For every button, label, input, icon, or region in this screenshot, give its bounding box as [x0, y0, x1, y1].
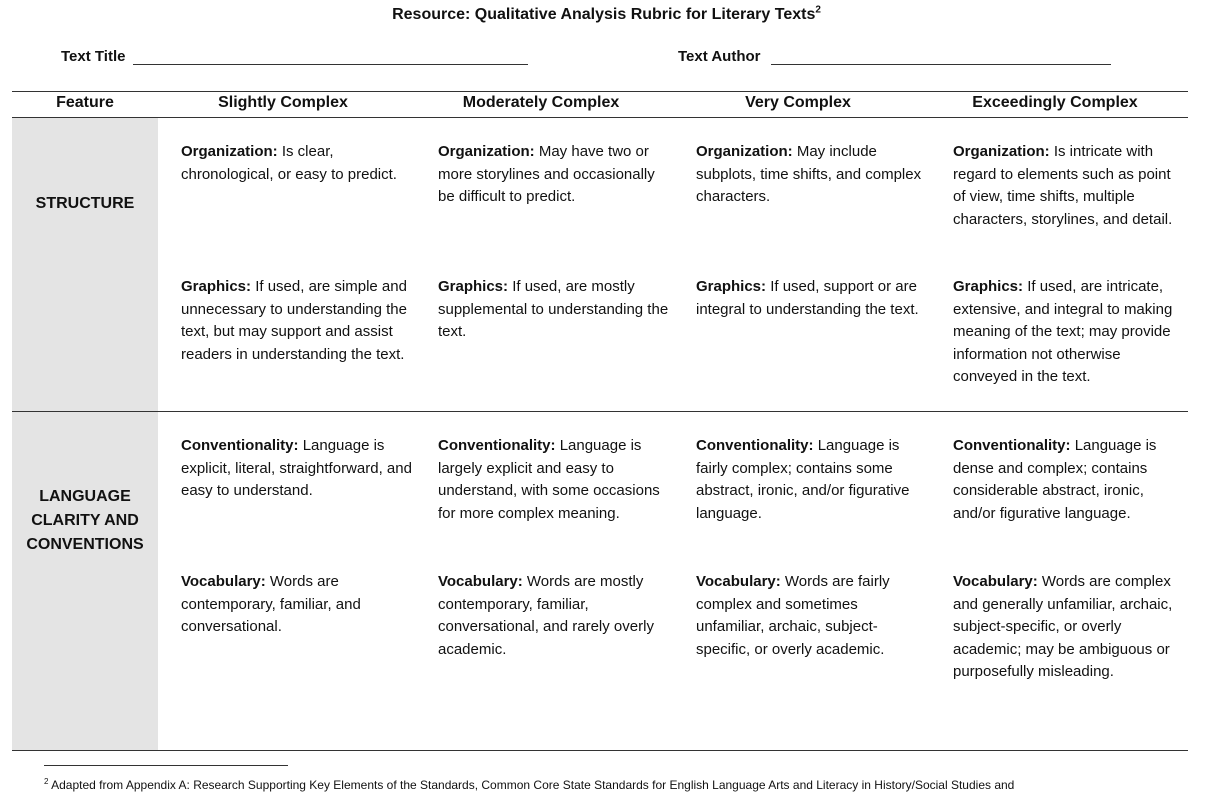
table-row-divider: [12, 411, 1188, 412]
feature-structure: STRUCTURE: [35, 195, 135, 212]
cell-term: Conventionality:: [181, 437, 299, 454]
cell-text: Is intricate with regard to elements such as point of view, time shifts, multiple characters, storylines, and detail.: [953, 143, 1173, 228]
cell-term: Vocabulary:: [181, 573, 266, 590]
cell-term: Vocabulary:: [696, 573, 781, 590]
table-bottom-rule: [12, 750, 1188, 751]
col-header-slightly: Slightly Complex: [218, 94, 348, 111]
feature-bg-structure: [12, 118, 158, 411]
footnote-text: Adapted from Appendix A: Research Supporting Key Elements of the Standards, Common Core State Standards for English Language Arts and Literacy in History/Social Studies and: [51, 778, 1015, 792]
cell-text: Language is fairly complex; contains some abstract, ironic, and/or figurative language.: [696, 437, 910, 522]
title-text: Resource: Qualitative Analysis Rubric for Literary Texts: [392, 6, 816, 23]
footnote: [44, 777, 1014, 792]
cell-text: May have two or more storylines and occasionally be difficult to predict.: [438, 143, 655, 206]
cell-organization-exceedingly: [953, 141, 1181, 231]
cell-conventionality-slightly: [181, 435, 413, 503]
title-footnote-mark: 2: [815, 4, 821, 16]
cell-graphics-exceedingly: [953, 276, 1181, 389]
cell-organization-very: [696, 141, 928, 209]
cell-graphics-moderately: [438, 276, 670, 344]
cell-term: Organization:: [953, 143, 1050, 160]
footnote-rule: [44, 765, 288, 766]
cell-text: Words are fairly complex and sometimes unfamiliar, archaic, subject-specific, or overly academic.: [696, 573, 890, 658]
cell-term: Graphics:: [181, 278, 252, 295]
cell-text: If used, are mostly supplemental to understanding the text.: [438, 278, 669, 341]
cell-term: Graphics:: [438, 278, 509, 295]
feature-bg-language: [12, 412, 158, 750]
table-top-rule: [12, 91, 1188, 92]
cell-organization-moderately: [438, 141, 670, 209]
cell-term: Graphics:: [696, 278, 767, 295]
cell-text: Language is dense and complex; contains considerable abstract, ironic, and/or figurative language.: [953, 437, 1157, 522]
cell-term: Vocabulary:: [438, 573, 523, 590]
cell-vocabulary-exceedingly: [953, 571, 1181, 684]
cell-text: Words are contemporary, familiar, and conversational.: [181, 573, 361, 636]
table-header-rule: [12, 117, 1188, 118]
col-header-exceedingly: Exceedingly Complex: [972, 94, 1138, 111]
cell-conventionality-exceedingly: [953, 435, 1181, 525]
page-title: [0, 6, 1213, 24]
cell-term: Conventionality:: [953, 437, 1071, 454]
cell-term: Conventionality:: [696, 437, 814, 454]
cell-text: May include subplots, time shifts, and complex characters.: [696, 143, 922, 206]
cell-organization-slightly: [181, 141, 413, 186]
cell-text: Language is largely explicit and easy to understand, with some occasions for more complex meaning.: [438, 437, 660, 522]
cell-term: Organization:: [438, 143, 535, 160]
text-title-line[interactable]: [133, 64, 528, 65]
cell-conventionality-moderately: [438, 435, 670, 525]
cell-term: Conventionality:: [438, 437, 556, 454]
text-author-line[interactable]: [771, 64, 1111, 65]
cell-conventionality-very: [696, 435, 928, 525]
cell-text: If used, are intricate, extensive, and integral to making meaning of the text; may provide information not otherwise conveyed in the text.: [953, 278, 1173, 386]
cell-graphics-slightly: [181, 276, 413, 366]
cell-text: Words are complex and generally unfamiliar, archaic, subject-specific, or overly academic; may be ambiguous or purposefully misleading.: [953, 573, 1173, 681]
cell-text: If used, are simple and unnecessary to understanding the text, but may support and assist readers in understanding the text.: [181, 278, 407, 363]
col-header-feature: Feature: [56, 94, 114, 111]
cell-vocabulary-very: [696, 571, 928, 661]
col-header-very: Very Complex: [745, 94, 851, 111]
cell-text: Is clear, chronological, or easy to predict.: [181, 143, 397, 183]
cell-graphics-very: [696, 276, 928, 321]
cell-vocabulary-moderately: [438, 571, 670, 661]
cell-text: If used, support or are integral to understanding the text.: [696, 278, 919, 318]
cell-term: Graphics:: [953, 278, 1024, 295]
footnote-mark: 2: [44, 777, 49, 786]
feature-language-clarity: LANGUAGE CLARITY AND CONVENTIONS: [26, 488, 144, 553]
cell-text: Language is explicit, literal, straightforward, and easy to understand.: [181, 437, 412, 500]
cell-term: Organization:: [696, 143, 793, 160]
text-title-label: Text Title: [61, 48, 126, 65]
cell-term: Vocabulary:: [953, 573, 1038, 590]
cell-vocabulary-slightly: [181, 571, 413, 639]
text-author-label: Text Author: [678, 48, 761, 65]
col-header-moderately: Moderately Complex: [462, 94, 620, 111]
cell-text: Words are mostly contemporary, familiar, conversational, and rarely overly academic.: [438, 573, 654, 658]
cell-term: Organization:: [181, 143, 278, 160]
